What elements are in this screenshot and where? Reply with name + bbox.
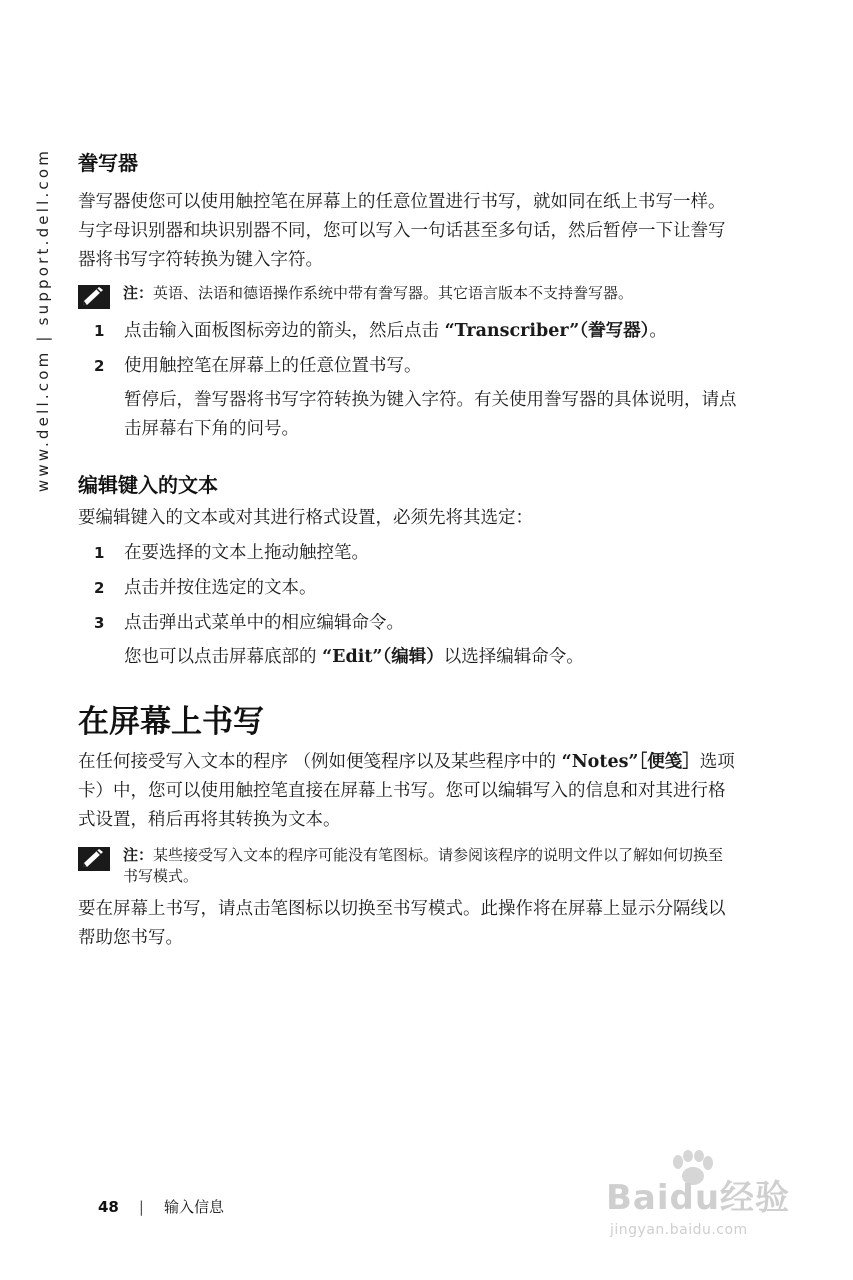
edit-followup: 您也可以点击屏幕底部的 “Edit”（编辑）以选择编辑命令。 xyxy=(124,647,584,667)
footer-separator: | xyxy=(138,1198,144,1216)
note-text: 某些接受写入文本的程序可能没有笔图标。请参阅该程序的说明文件以了解如何切换至书写模式。 xyxy=(123,846,724,885)
note-transcriber xyxy=(78,283,738,309)
note-label: 注： xyxy=(123,284,154,302)
step-text: 使用触控笔在屏幕上的任意位置书写。 xyxy=(124,356,422,376)
section-title-write-on-screen: 在屏幕上书写 xyxy=(78,704,264,740)
step-number: 1 xyxy=(94,544,105,562)
write-paragraph: 在任何接受写入文本的程序 （例如便笺程序以及某些程序中的 “Notes”［便笺］选项卡）中，您可以使用触控笔直接在屏幕上书写。您可以编辑写入的信息和对其进行格式设置，稍后再将其转换为文本。 xyxy=(78,752,735,830)
edit-paragraph: 要编辑键入的文本或对其进行格式设置，必须先将其选定： xyxy=(78,508,533,528)
note-text: 英语、法语和德语操作系统中带有誊写器。其它语言版本不支持誊写器。 xyxy=(153,284,634,302)
side-url xyxy=(18,147,68,493)
page-footer xyxy=(98,1196,224,1217)
note-write xyxy=(78,845,738,887)
baidu-watermark xyxy=(606,1150,806,1250)
section-title-transcriber: 誊写器 xyxy=(78,151,138,175)
step-item xyxy=(78,317,738,346)
step-item xyxy=(78,539,738,568)
page-number: 48 xyxy=(98,1198,119,1216)
step-item xyxy=(78,574,738,603)
step-text: 在要选择的文本上拖动触控笔。 xyxy=(124,543,369,563)
chapter-title: 输入信息 xyxy=(163,1198,224,1216)
step-item xyxy=(78,609,738,638)
step-number: 2 xyxy=(94,579,105,597)
note-pencil-icon xyxy=(78,847,110,871)
step-text: 点击弹出式菜单中的相应编辑命令。 xyxy=(124,613,404,633)
side-url-text: www.dell.com | support.dell.com xyxy=(34,147,52,493)
watermark-logo: Baidu经验 xyxy=(606,1178,791,1218)
section-title-edit-text: 编辑键入的文本 xyxy=(78,473,218,497)
step-text: 点击输入面板图标旁边的箭头，然后点击 “Transcriber”（誊写器）。 xyxy=(124,321,667,341)
watermark-url: jingyan.baidu.com xyxy=(610,1222,748,1238)
page-content xyxy=(78,148,738,953)
step-text: 点击并按住选定的文本。 xyxy=(124,578,317,598)
step-item xyxy=(78,352,738,381)
step-number: 1 xyxy=(94,322,105,340)
note-pencil-icon xyxy=(78,285,110,309)
step-number: 2 xyxy=(94,357,105,375)
transcriber-followup: 暂停后，誊写器将书写字符转换为键入字符。有关使用誊写器的具体说明，请点击屏幕右下角的问号。 xyxy=(124,390,737,439)
step-number: 3 xyxy=(94,614,105,632)
transcriber-paragraph: 誊写器使您可以使用触控笔在屏幕上的任意位置进行书写，就如同在纸上书写一样。与字母识别器和块识别器不同，您可以写入一句话甚至多句话，然后暂停一下让誊写器将书写字符转换为键入字符。 xyxy=(78,192,726,270)
write-paragraph-2: 要在屏幕上书写，请点击笔图标以切换至书写模式。此操作将在屏幕上显示分隔线以帮助您书写。 xyxy=(78,899,726,948)
note-label: 注： xyxy=(123,846,154,864)
